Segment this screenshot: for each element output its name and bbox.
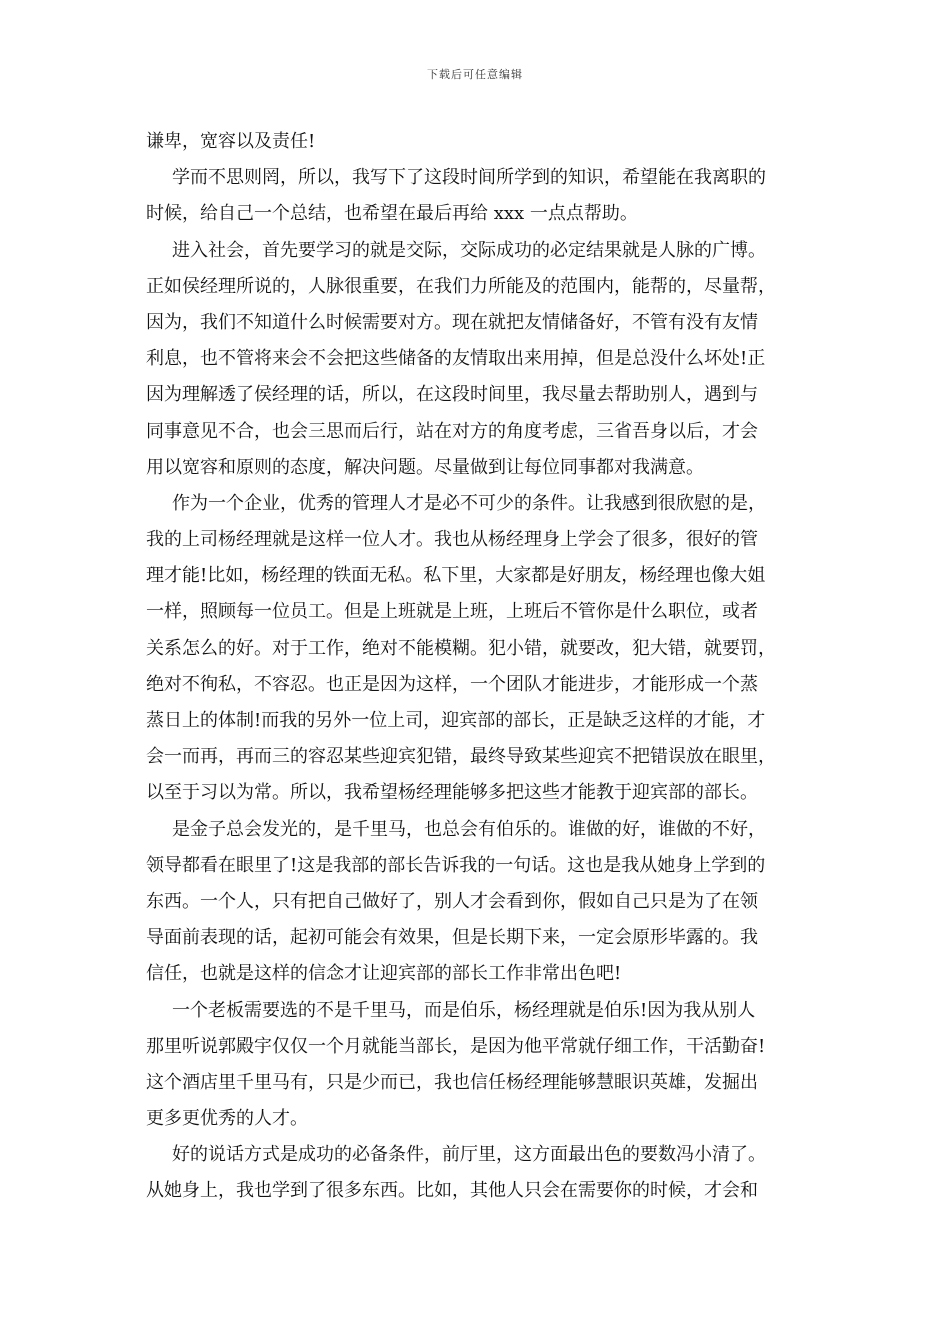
text-line: 一样，照顾每一位员工。但是上班就是上班，上班后不管你是什么职位，或者 <box>146 601 758 623</box>
paragraph <box>146 233 816 486</box>
paragraph <box>146 1137 816 1209</box>
text-line: 这个酒店里千里马有，只是少而已，我也信任杨经理能够慧眼识英雄，发掘出 <box>146 1071 758 1093</box>
text-line: 是金子总会发光的，是千里马，也总会有伯乐的。谁做的好，谁做的不好， <box>172 818 766 840</box>
text-line: 好的说话方式是成功的必备条件，前厅里，这方面最出色的要数冯小清了。 <box>172 1144 766 1166</box>
text-line: 我的上司杨经理就是这样一位人才。我也从杨经理身上学会了很多，很好的管 <box>146 529 758 551</box>
text-line: 更多更优秀的人才。 <box>146 1108 308 1130</box>
text-line: 领导都看在眼里了!这是我部的部长告诉我的一句话。这也是我从她身上学到的 <box>146 854 766 876</box>
text-line: 学而不思则罔，所以，我写下了这段时间所学到的知识，希望能在我离职的 <box>172 167 766 189</box>
text-line: 会一而再，再而三的容忍某些迎宾犯错，最终导致某些迎宾不把错误放在眼里， <box>146 746 776 768</box>
text-line: 理才能!比如，杨经理的铁面无私。私下里，大家都是好朋友，杨经理也像大姐 <box>146 565 766 587</box>
text-line: 导面前表现的话，起初可能会有效果，但是长期下来，一定会原形毕露的。我 <box>146 927 758 949</box>
paragraph <box>146 486 816 812</box>
text-line: 进入社会，首先要学习的就是交际，交际成功的必定结果就是人脉的广博。 <box>172 239 766 261</box>
text-line: 时候，给自己一个总结，也希望在最后再给 xxx 一点点帮助。 <box>146 203 638 225</box>
paragraph <box>146 993 816 1138</box>
text-line: 正如侯经理所说的，人脉很重要，在我们力所能及的范围内，能帮的，尽量帮， <box>146 275 776 297</box>
text-line: 关系怎么的好。对于工作，绝对不能模糊。犯小错，就要改，犯大错，就要罚， <box>146 637 776 659</box>
text-line: 信任，也就是这样的信念才让迎宾部的部长工作非常出色吧! <box>146 963 622 985</box>
paragraph <box>146 124 816 160</box>
text-line: 用以宽容和原则的态度，解决问题。尽量做到让每位同事都对我满意。 <box>146 456 704 478</box>
text-line: 利息，也不管将来会不会把这些储备的友情取出来用掉，但是总没什么坏处!正 <box>146 348 766 370</box>
text-line: 以至于习以为常。所以，我希望杨经理能够多把这些才能教于迎宾部的部长。 <box>146 782 758 804</box>
text-line: 绝对不徇私，不容忍。也正是因为这样，一个团队才能进步，才能形成一个蒸 <box>146 673 758 695</box>
text-line: 因为，我们不知道什么时候需要对方。现在就把友情储备好，不管有没有友情 <box>146 311 758 333</box>
paragraph <box>146 160 816 232</box>
text-line: 一个老板需要选的不是千里马，而是伯乐，杨经理就是伯乐!因为我从别人 <box>172 999 756 1021</box>
text-line: 那里听说郭殿宇仅仅一个月就能当部长，是因为他平常就仔细工作，干活勤奋! <box>146 1035 766 1057</box>
paragraph <box>146 812 816 993</box>
text-line: 从她身上，我也学到了很多东西。比如，其他人只会在需要你的时候，才会和 <box>146 1180 758 1202</box>
text-line: 蒸日上的体制!而我的另外一位上司，迎宾部的部长，正是缺乏这样的才能，才 <box>146 710 766 731</box>
text-line: 谦卑，宽容以及责任! <box>146 131 316 152</box>
text-line: 作为一个企业，优秀的管理人才是必不可少的条件。让我感到很欣慰的是， <box>172 492 766 514</box>
page-header: 下载后可任意编辑 <box>427 68 523 81</box>
text-line: 东西。一个人，只有把自己做好了，别人才会看到你，假如自己只是为了在领 <box>146 890 758 912</box>
document-body <box>146 124 816 1210</box>
text-line: 因为理解透了侯经理的话，所以，在这段时间里，我尽量去帮助别人，遇到与 <box>146 384 758 406</box>
text-line: 同事意见不合，也会三思而后行，站在对方的角度考虑，三省吾身以后，才会 <box>146 420 758 442</box>
